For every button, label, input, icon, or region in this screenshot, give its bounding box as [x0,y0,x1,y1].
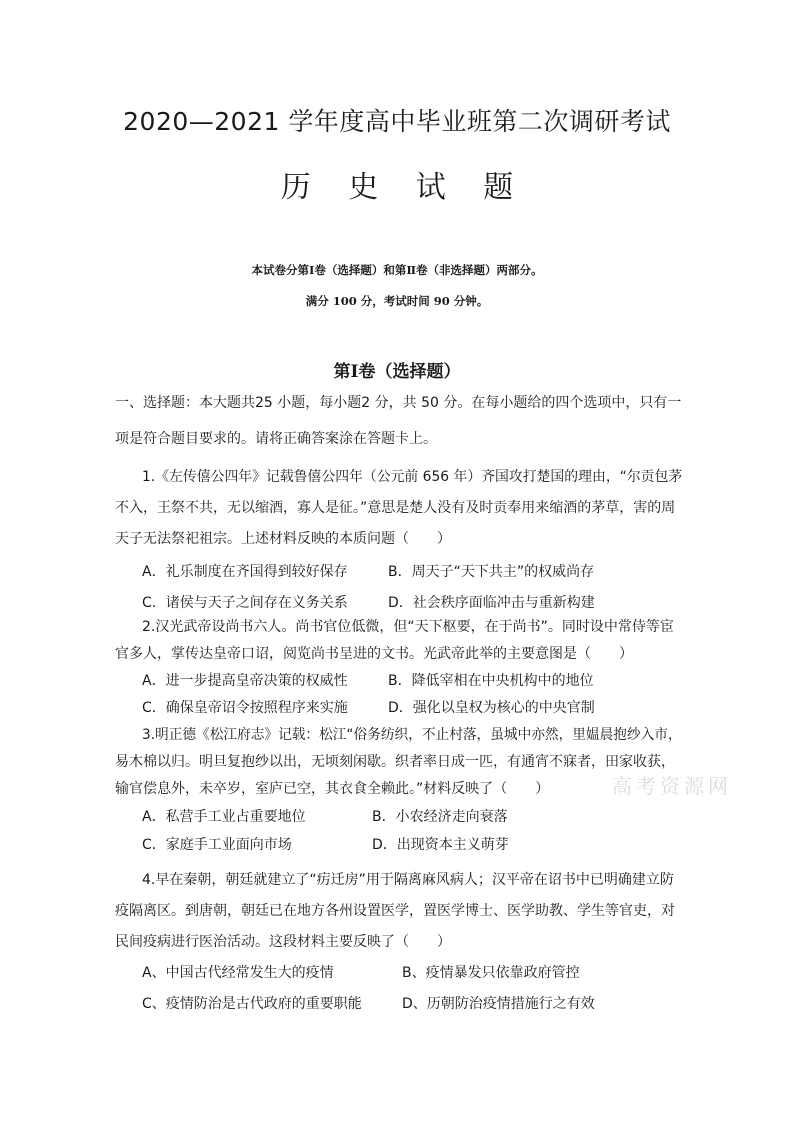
question-3-option-b: B．小农经济走向衰落 [372,809,508,825]
exam-note-score-time: 满分 100 分，考试时间 90 分钟。 [305,294,489,308]
question-1-line1: 1.《左传僖公四年》记载鲁僖公四年（公元前 656 年）齐国攻打楚国的理由，“尔贡包茅 [142,469,683,485]
question-3-option-a: A．私营手工业占重要地位 [142,809,306,825]
question-2-line1: 2.汉光武帝设尚书六人。尚书官位低微，但“天下枢要，在于尚书”。同时设中常侍等宦 [142,619,674,635]
question-1-option-b: B．周天子“天下共主”的权威尚存 [388,564,595,580]
subject-title: 历 史 试 题 [280,170,528,205]
question-1-line3: 天子无法祭祀祖宗。上述材料反映的本质问题（ ） [115,531,451,547]
section-instruction-line1: 一、选择题：本大题共25 小题，每小题2 分，共 50 分。在每小题给的四个选项中，只有一 [115,395,682,411]
question-4-option-c: C、疫情防治是古代政府的重要职能 [142,996,362,1012]
question-4-option-d: D、历朝防治疫情措施行之有效 [402,996,595,1012]
question-3-option-d: D．出现资本主义萌芽 [372,837,509,853]
question-2-option-b: B．降低宰相在中央机构中的地位 [388,673,594,689]
watermark: 高考资源网 [612,774,732,798]
exam-note-parts: 本试卷分第Ⅰ卷（选择题）和第Ⅱ卷（非选择题）两部分。 [251,263,543,277]
question-4-option-b: B、疫情暴发只依靠政府管控 [402,965,580,981]
question-3-line3: 输官偿息外，未卒岁，室庐已空，其衣食全赖此。”材料反映了（ ） [115,781,550,797]
question-4-line3: 民间疫病进行医治活动。这段材料主要反映了（ ） [115,934,451,950]
exam-title: 2020—2021 学年度高中毕业班第二次调研考试 [123,107,671,136]
question-2-option-c: C．确保皇帝诏令按照程序来实施 [142,700,348,716]
question-1-option-d: D．社会秩序面临冲击与重新构建 [388,595,595,611]
question-4-option-a: A、中国古代经常发生大的疫情 [142,965,334,981]
question-1-option-c: C．诸侯与天子之间存在义务关系 [142,595,348,611]
question-2-line2: 官多人，掌传达皇帝口诏，阅览尚书呈进的文书。光武帝此举的主要意图是（ ） [115,646,633,662]
question-3-line1: 3.明正德《松江府志》记载：松江“俗务纺织，不止村落，虽城中亦然，里媪晨抱纱入市， [142,727,682,743]
question-3-option-c: C．家庭手工业面向市场 [142,837,292,853]
section-heading: 第Ⅰ卷（选择题） [333,362,461,382]
section-instruction-line2: 项是符合题目要求的。请将正确答案涂在答题卡上。 [115,431,437,447]
question-2-option-a: A．进一步提高皇帝决策的权威性 [142,673,348,689]
question-1-option-a: A．礼乐制度在齐国得到较好保存 [142,564,348,580]
question-1-line2: 不入，王祭不共，无以缩酒，寡人是征。”意思是楚人没有及时贡奉用来缩酒的茅草，害的周 [115,500,676,516]
question-3-line2: 易木棉以归。明旦复抱纱以出，无顷刻闲歇。织者率日成一匹，有通宵不寐者，田家收获， [115,754,675,770]
question-4-line2: 疫隔离区。到唐朝，朝廷已在地方各州设置医学，置医学博士、医学助教、学生等官吏，对 [115,903,675,919]
question-2-option-d: D．强化以皇权为核心的中央官制 [388,700,595,716]
question-4-line1: 4.早在秦朝，朝廷就建立了“疠迁房”用于隔离麻风病人；汉平帝在诏书中已明确建立防 [142,872,674,888]
